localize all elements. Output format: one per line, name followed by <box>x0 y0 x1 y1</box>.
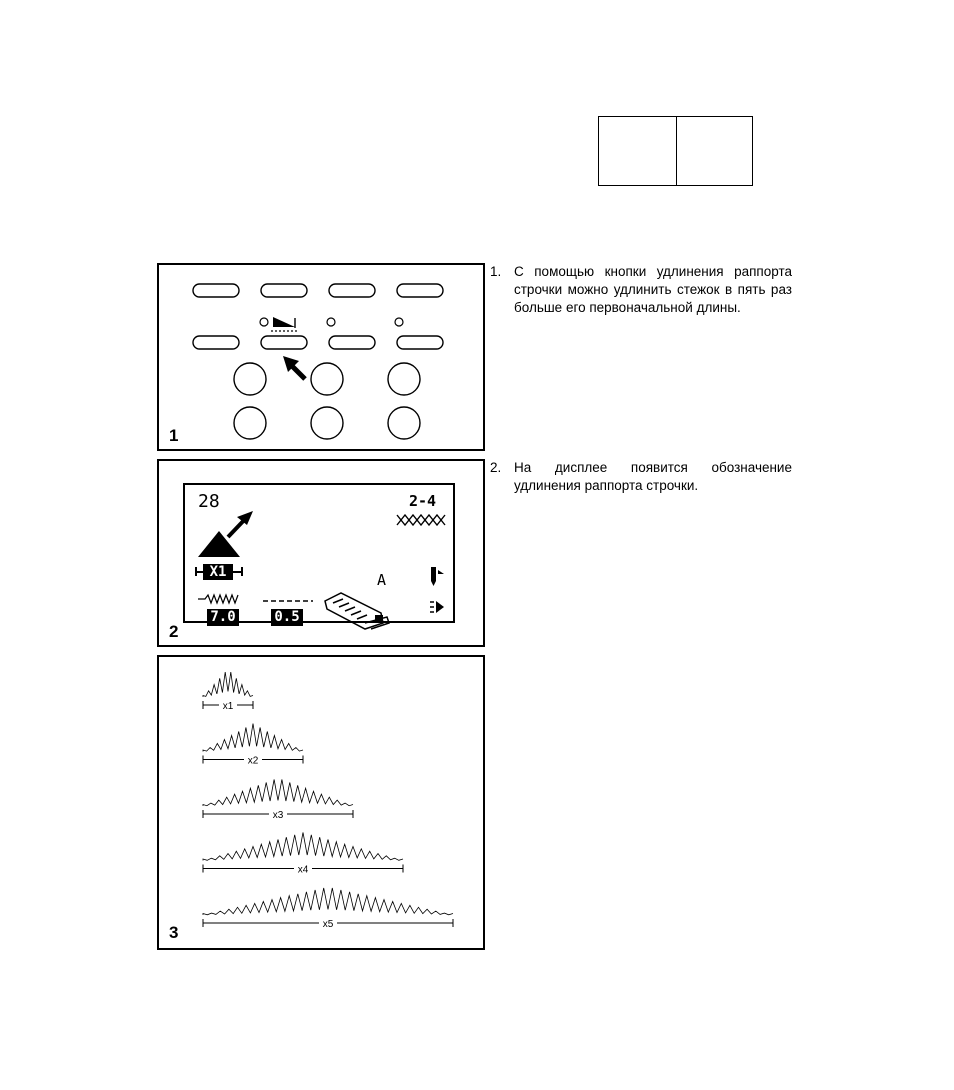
figure-number: 3 <box>169 923 179 942</box>
pointer-arrow-icon <box>283 356 305 379</box>
pattern-number: 28 <box>198 491 220 512</box>
elongation-value: X1 <box>203 564 233 580</box>
mode-top-label: 2-4 <box>409 492 437 510</box>
elongation-indicator <box>195 564 243 580</box>
elongation-symbol-icon <box>271 317 297 331</box>
figure-3-elongation-examples <box>157 655 485 950</box>
satin-stitch-triangle <box>203 888 453 915</box>
needle-position-icon <box>428 565 446 587</box>
elongation-label: x5 <box>322 919 334 930</box>
round-button <box>388 363 420 395</box>
elongation-label: x4 <box>297 864 309 876</box>
figure-1-control-panel <box>157 263 485 451</box>
elongation-label: x2 <box>247 755 259 767</box>
round-button <box>311 407 343 439</box>
satin-stitch-triangle <box>203 780 353 807</box>
indicator-lamp <box>395 318 403 326</box>
stitch-length-value: 0.5 <box>271 609 303 626</box>
instruction-text: С помощью кнопки удлинения раппорта строчки можно удлинить стежок в пять раз больше его первоначальной длины. <box>514 264 792 315</box>
instruction-number: 2. <box>490 460 502 475</box>
elongation-button <box>261 336 307 349</box>
presser-foot-letter: A <box>377 571 387 589</box>
satin-stitch-triangle <box>203 724 303 752</box>
control-panel-drawing <box>159 265 483 449</box>
panel-oval-button <box>397 336 443 349</box>
elongation-triangle-icon <box>195 509 275 559</box>
stitch-width-icon <box>197 593 243 605</box>
satin-stitch-triangle <box>203 672 253 697</box>
panel-oval-button <box>329 284 375 297</box>
elongated-stitch-x3 <box>203 780 353 822</box>
instruction-number: 1. <box>490 264 502 279</box>
stitch-length-icon <box>263 598 313 604</box>
panel-oval-button <box>261 284 307 297</box>
indicator-lamp <box>260 318 268 326</box>
header-table-cell-right <box>676 116 753 186</box>
instruction-text: На дисплее появится обозначение удлинения раппорта строчки. <box>514 460 792 493</box>
elongated-stitch-x5 <box>203 888 453 930</box>
elongation-examples-drawing <box>159 657 483 948</box>
elongated-stitch-x4 <box>203 833 403 876</box>
satin-stitch-triangle <box>203 833 403 861</box>
presser-foot-icon <box>323 589 393 633</box>
round-button <box>388 407 420 439</box>
figure-number: 1 <box>169 426 179 445</box>
figure-2-display <box>157 459 485 647</box>
panel-oval-button <box>329 336 375 349</box>
elongated-stitch-x1 <box>203 672 253 712</box>
figure-number: 2 <box>169 622 179 641</box>
instruction-1 <box>490 263 792 317</box>
instruction-2 <box>490 459 792 495</box>
panel-oval-button <box>193 336 239 349</box>
zigzag-pattern-icon <box>395 513 453 527</box>
indicator-lamp <box>327 318 335 326</box>
lcd-screen <box>183 483 455 623</box>
stitch-width-value: 7.0 <box>207 609 239 626</box>
round-button <box>234 363 266 395</box>
round-button <box>311 363 343 395</box>
needle-stop-icon <box>428 599 446 615</box>
header-table-cell-left <box>598 116 677 186</box>
elongated-stitch-x2 <box>203 724 303 767</box>
elongation-label: x3 <box>272 810 284 821</box>
panel-oval-button <box>397 284 443 297</box>
elongation-label: x1 <box>222 701 234 712</box>
round-button <box>234 407 266 439</box>
panel-oval-button <box>193 284 239 297</box>
